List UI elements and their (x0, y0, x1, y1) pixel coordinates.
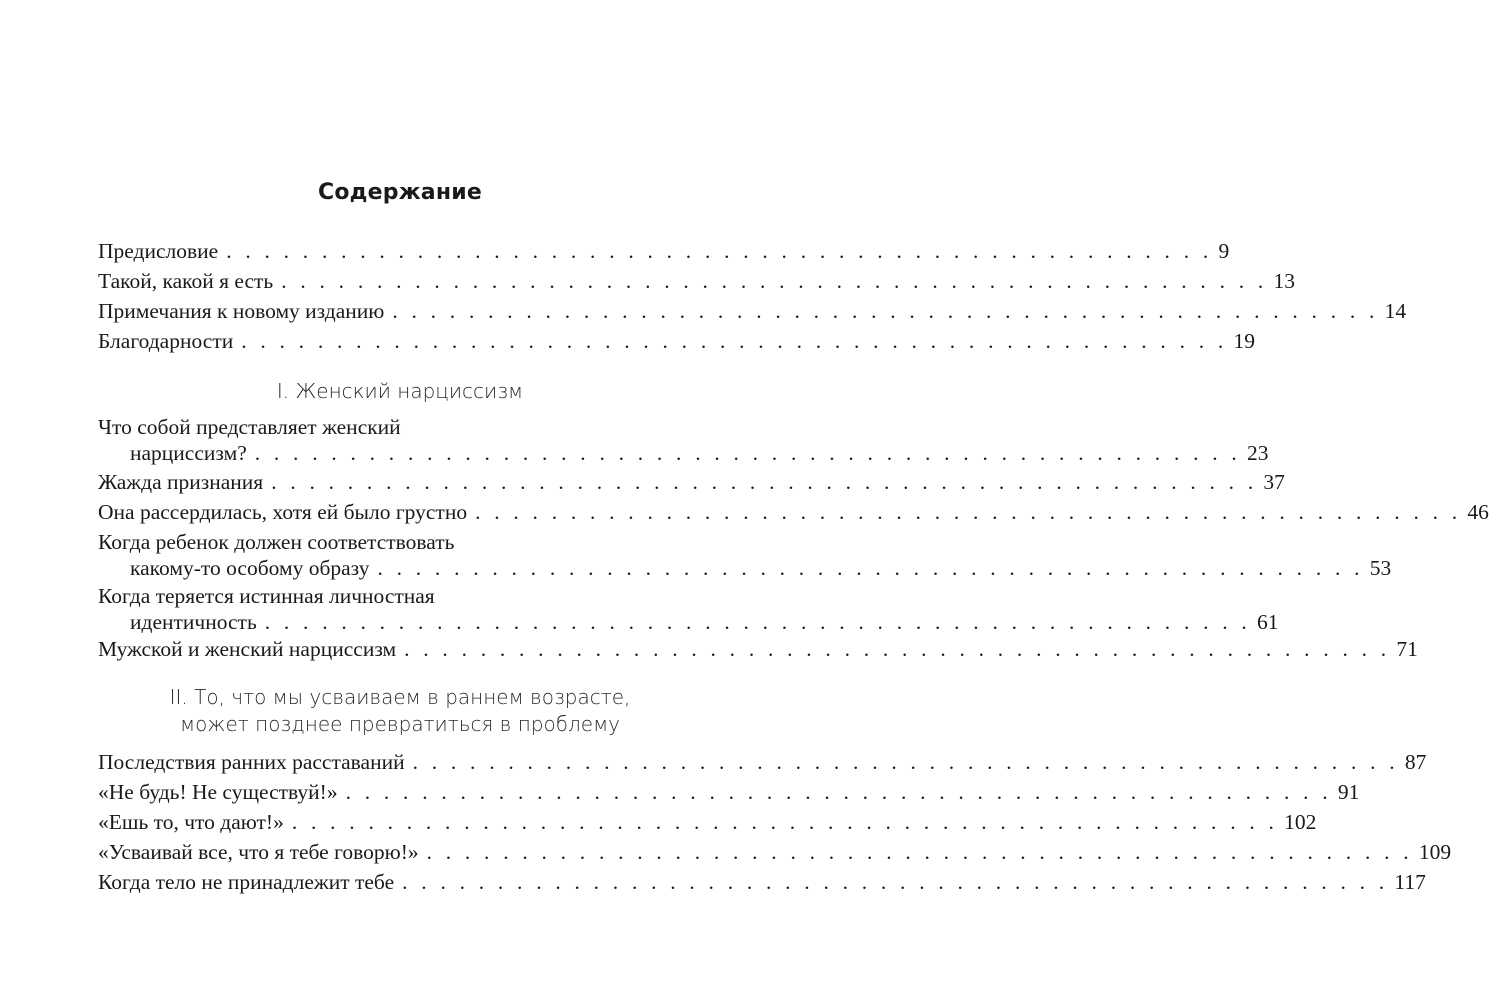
page-number: 102 (1284, 810, 1317, 834)
toc-entry (98, 779, 1360, 805)
entry-title: Примечания к новому изданию (98, 299, 385, 323)
toc-entry (98, 238, 1230, 264)
section-heading-line: II. То, что мы усваиваем в раннем возрасте, (169, 685, 631, 709)
entry-title: Когда теряется истинная личностная (98, 584, 435, 608)
entry-title: Такой, какой я есть (98, 269, 274, 293)
dot-leader: . . . . . . . . . . . . . . . . . . . . . . . . . . . . . . . . . . . . . . . . . . . . . . . . . . . . (377, 556, 1364, 580)
dot-leader: . . . . . . . . . . . . . . . . . . . . . . . . . . . . . . . . . . . . . . . . . . . . . . . . . . . . (271, 470, 1258, 494)
entry-title: «Усваивай все, что я тебе говорю!» (98, 840, 419, 864)
page-number: 117 (1394, 870, 1426, 894)
entry-title-continued: какому-то особому образу (130, 556, 370, 580)
page-number: 9 (1218, 239, 1230, 263)
dot-leader: . . . . . . . . . . . . . . . . . . . . . . . . . . . . . . . . . . . . . . . . . . . . . . . . . . . . (404, 637, 1391, 661)
page-number: 87 (1404, 750, 1427, 774)
dot-leader: . . . . . . . . . . . . . . . . . . . . . . . . . . . . . . . . . . . . . . . . . . . . . . . . . . . . (254, 441, 1241, 465)
toc-entry (98, 809, 1317, 835)
toc-entry (98, 583, 1279, 635)
toc-entry (98, 268, 1295, 294)
entry-title: Что собой представляет женский (98, 415, 401, 439)
section-heading (0, 378, 800, 405)
toc-entry (98, 414, 1269, 466)
page-number: 53 (1369, 556, 1392, 580)
page-number: 71 (1396, 637, 1418, 661)
page-number: 13 (1273, 269, 1295, 293)
dot-leader: . . . . . . . . . . . . . . . . . . . . . . . . . . . . . . . . . . . . . . . . . . . . . . . . . . . . (412, 750, 1399, 774)
page-number: 46 (1467, 500, 1489, 524)
entry-title: «Ешь то, что дают!» (98, 810, 284, 834)
entry-title: Жажда признания (98, 470, 264, 494)
dot-leader: . . . . . . . . . . . . . . . . . . . . . . . . . . . . . . . . . . . . . . . . . . . . . . . . . . . . (402, 870, 1389, 894)
dot-leader: . . . . . . . . . . . . . . . . . . . . . . . . . . . . . . . . . . . . . . . . . . . . . . . . . . . . (345, 780, 1332, 804)
section-heading-line: может позднее превратиться в проблему (179, 712, 621, 736)
toc-entry (98, 636, 1418, 662)
entry-title: Предисловие (98, 239, 219, 263)
dot-leader: . . . . . . . . . . . . . . . . . . . . . . . . . . . . . . . . . . . . . . . . . . . . . . . . . . . . (281, 269, 1268, 293)
toc-entry (98, 328, 1255, 354)
entry-title: Когда ребенок должен соответствовать (98, 530, 455, 554)
dot-leader: . . . . . . . . . . . . . . . . . . . . . . . . . . . . . . . . . . . . . . . . . . . . . . . . . . . . (264, 610, 1251, 634)
entry-title: «Не будь! Не существуй!» (98, 780, 338, 804)
page-number: 109 (1418, 840, 1452, 864)
dot-leader: . . . . . . . . . . . . . . . . . . . . . . . . . . . . . . . . . . . . . . . . . . . . . . . . . . . . (475, 500, 1462, 524)
toc-entry (98, 839, 1452, 865)
toc-entry (98, 529, 1392, 581)
entry-title: Мужской и женский нарциссизм (98, 637, 397, 661)
page-number: 37 (1263, 470, 1285, 494)
dot-leader: . . . . . . . . . . . . . . . . . . . . . . . . . . . . . . . . . . . . . . . . . . . . . . . . . . . . (291, 810, 1279, 834)
page-number: 23 (1246, 441, 1269, 465)
toc-entry (98, 869, 1426, 895)
entry-title-continued: идентичность (130, 610, 257, 634)
dot-leader: . . . . . . . . . . . . . . . . . . . . . . . . . . . . . . . . . . . . . . . . . . . . . . . . . . . . (426, 840, 1413, 864)
dot-leader: . . . . . . . . . . . . . . . . . . . . . . . . . . . . . . . . . . . . . . . . . . . . . . . . . . . . (392, 299, 1379, 323)
entry-title-continued: нарциссизм? (130, 441, 247, 465)
page-number: 91 (1337, 780, 1360, 804)
toc-entry (98, 499, 1489, 525)
entry-title: Она рассердилась, хотя ей было грустно (98, 500, 468, 524)
page-number: 19 (1233, 329, 1255, 353)
section-heading (0, 684, 800, 738)
page-title: Содержание (318, 180, 482, 205)
entry-title: Когда тело не принадлежит тебе (98, 870, 395, 894)
toc-entry (98, 469, 1285, 495)
dot-leader: . . . . . . . . . . . . . . . . . . . . . . . . . . . . . . . . . . . . . . . . . . . . . . . . . . . . (226, 239, 1213, 263)
toc-entry (98, 298, 1407, 324)
entry-title: Благодарности (98, 329, 234, 353)
toc-entry (98, 749, 1427, 775)
entry-title: Последствия ранних расставаний (98, 750, 405, 774)
dot-leader: . . . . . . . . . . . . . . . . . . . . . . . . . . . . . . . . . . . . . . . . . . . . . . . . . . . . (241, 329, 1228, 353)
page-number: 61 (1256, 610, 1279, 634)
section-heading-line: I. Женский нарциссизм (276, 379, 524, 403)
page-number: 14 (1384, 299, 1407, 323)
